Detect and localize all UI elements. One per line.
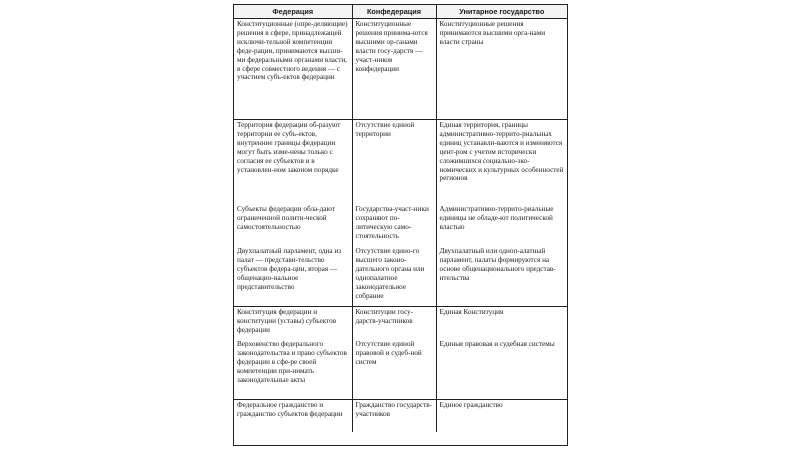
table-cell: Двухпалатный или одноп-алатный парламент, палаты формируются на основе общенационального представ-ительства — [436, 246, 567, 307]
table-cell: Субъекты федерации обла-дают ограниченной полити-ческой самостоятельностью — [234, 204, 352, 246]
header-federation: Федерация — [234, 5, 352, 19]
table-cell: Единая территория, границы административно-террито-риальных единиц устанавли-ваются и изменяются цент-ром с учетом исторически сложившихся социально-эко-номических и культурных особенностей регионов — [439, 121, 564, 183]
table-cell: Конституция федерации и конституции (уставы) субъектов федерации — [234, 307, 352, 340]
table-cell: Верховенство федерального законодательства и право субъектов федерации в сфе-ре своей компетенции при-нимать законодательные акты — [234, 339, 352, 400]
table-row — [234, 204, 567, 246]
table-row — [234, 19, 567, 120]
table-cell: Конституционные решения принимаются высшими орга-нами власти страны — [436, 19, 567, 120]
table-cell: Федеральное гражданство и гражданство субъектов федерации — [234, 400, 352, 433]
table-cell: Отсутствие единой территории — [352, 120, 436, 205]
table-cell: Единое гражданство — [439, 401, 503, 409]
table-cell: Единая Конституция — [439, 308, 504, 316]
table-row — [234, 400, 567, 433]
table-cell: Отсутствие единой правовой и судеб-ной систем — [352, 339, 436, 400]
table-cell: Конституционные (опре-деляющие) решения в сфере, принадлежащей исключи-тельной компетенции феде-рации, принимаются высши-ми федеральными органами власти, в сфере совместного ведения — с участием субъ-ектов федерации — [234, 19, 352, 120]
table-cell: Территория федерации об-разуют территории ее субъ-ектов, внутренние границы федерации могут быть изме-нены только с согласия ее субъектов и в установлен-ном законом порядке — [234, 120, 352, 205]
table-row — [234, 339, 567, 400]
table-row — [234, 307, 567, 340]
table-cell: Административно-террито-риальные единицы не обладе-ют политической властью — [439, 205, 554, 231]
header-unitary-state: Унитарное государство — [436, 5, 567, 19]
table-row — [234, 120, 567, 205]
table-row — [234, 246, 567, 307]
table-cell: Гражданство государств-участников — [352, 400, 436, 433]
table-cell: Отсутствие едино-го высшего законо-дательного органа или однопалатное законодательное собрание — [352, 246, 436, 307]
document-page — [233, 4, 568, 446]
table-cell: Двухпалатный парламент, одна из палат — представи-тельство субъектов федера-ции, вторая — общенацио-нальное представительство — [234, 246, 352, 307]
header-row — [234, 5, 567, 19]
table-cell: Единые правовая и судебная системы — [436, 339, 567, 400]
table-cell: Конституции госу-дарств-участников — [352, 307, 436, 340]
header-confederation: Конфедерация — [352, 5, 436, 19]
comparison-table — [234, 5, 567, 432]
table-cell: Конституционные решения принима-ются высшими ор-ганами власти госу-дарств — участ-ников конфедерации — [352, 19, 436, 120]
table-cell: Государства-участ-ники сохраняют по-литическую само-стоятельность — [352, 204, 436, 246]
